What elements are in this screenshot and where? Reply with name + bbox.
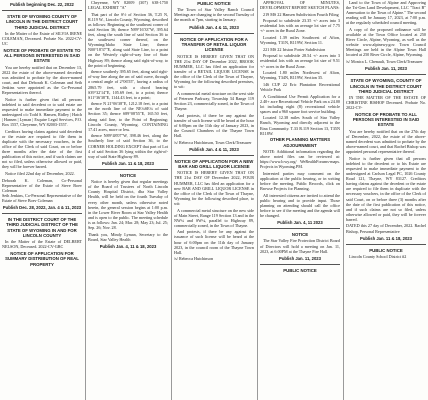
notice-paragraph: A copy of the proposed ordinance will be available at the Town Office located at 250 River Circle, Alpine, Wyoming, as well as the website www.alpinewy.gov. Town Council Meetings are held in the Alpine Town Hall located at 250 River Circle, Alpine, Wyoming. (346, 26, 426, 58)
notice-paragraph: Notice is further given that all persons indebted to said decedent or to said estate are requested to make immediate payment to the undersigned c/o Todd S. Hansen, Ridley | Hatch | Hansen | Lyman | Esquire Legal Services, P.O. Box 1557, Cheyenne, WY 82003-1557. (2, 96, 82, 128)
column-3 (174, 0, 254, 400)
notice-heading: NOTICE OF APPLICATION FOR SUMMARY DISTRIBUTION OF REAL PROPERTY (5, 251, 79, 267)
signature-line: Thank you, Mindy Lyman, Secretary to the Board, Star Valley Health (88, 231, 168, 242)
notice-paragraph: 221 MS 22 Iriston Porter Subdivision (263, 46, 326, 52)
notice-paragraph: Land to the Town of Alpine and Approving the Tri-Gen Land Development, LLC "Tract B" Annexation to the Town of Alpine." The second reading will be January 17, 2023, at 7:00 p.m. at the regularly scheduled council meeting. (346, 0, 426, 26)
publish-line: Publish Jan. 4, 11 2023 (277, 220, 323, 226)
notice-heading: NOTICE OF APPLICATION FOR A NEW BAR AND GRILL LIQUOR LICENSE (174, 158, 254, 170)
notice-paragraph: Creditors having claims against said decedent or the estate are required to file them in duplicate with the necessary vouchers, in the office of the Clerk of said Court, on or before three months after the date of the first publication of this notice, and if such claims are not so filed, unless otherwise allowed or paid, they will be forever barred. (2, 128, 82, 170)
notice-paragraph: NOTICE IS HEREBY GIVEN THAT ON THE 21st DAY OF December 2022, BROOK HUMMER, LLC has filed an application for transfer of a RETAIL LIQUOR LICENSE in the office of the Clerk of the Town of Thayne, Wyoming for the following described premises, to wit: (174, 53, 254, 90)
notice-paragraph: Located 1.39 miles Southwest of Afton, Wyoming. T31N, R119W, Section 11. (260, 35, 340, 46)
publish-line: Publish Jan. 11 & 18, 2023 (360, 235, 412, 241)
notice-separator (346, 74, 426, 75)
notice-heading: OTHER PLANNING MATTERS ADJOURNMENT (269, 137, 331, 148)
notice-heading: STATE OF WYOMING, COUNTY OF LINCOLN IN THE DISTRICT COURT THIRD JUDICIAL DISTRICT (350, 78, 422, 94)
notice-heading: NOTICE (291, 232, 309, 238)
notice-paragraph: Cheyenne, WY 82009 (307) 638-1750 LEGAL EXHIBIT "A" (88, 0, 168, 11)
publish-line: Publish Dec. 28, 2022, Jan. 4 & 11, 2023 (2, 205, 82, 211)
notice-paragraph: A commercial metal structure on the west side of Petersen Parkway, Township 34 Range 119 Section 23, commercially zoned, in the Town of Thayne. (174, 90, 254, 111)
notice-heading: NOTICE OF PROBATE TO ALL PERSONS INTERESTED IN SAID ESTATE (352, 111, 420, 128)
signature-line: /s/ Rebecca Hutchinson, Town Clerk/Treasurer (174, 139, 252, 145)
notice-paragraph: That part of the S½ of Section 36, T.25 N, R.119 W., Lincoln County, Wyoming, described as follows: Beginning at the southeast corner of said Section 36; thence N89°16'33"W, 395.64 feet, along the south line of said Section 36 to the southwest corner thereof, on the Wyoming/Idaho State Line; thence N00°18'37"E, along said State Line, to a point on the Westerly right-of-way line of State Highway 89; thence along said right-of-way, to the point of beginning. (88, 11, 168, 68)
column-divider (257, 0, 258, 400)
notice-paragraph: Proposal to subdivide 28.54 +/- acres into 3 residential lots with an average lot size of 9.51 +/- acres in the Rural Zone. (260, 53, 340, 69)
notice-heading: PUBLIC NOTICE (197, 1, 231, 6)
notice-separator (2, 213, 82, 214)
notice-paragraph: Lincoln County School District #2 (349, 254, 407, 260)
publish-line: Publish Jan. 11, 2023 (365, 66, 407, 72)
notice-paragraph: IN THE MATTER OF THE ESTATE OF CHRISTINE BISHOP Deceased. Probate No. 2022-CV- (346, 95, 426, 111)
notice-heading: NOTICE OF APPLICATION FOR A TRANSFER OF RETAIL LIQUOR LICENSE (180, 36, 248, 53)
notice-paragraph: Located 1.80 miles Northwest of Alton, Wyoming. T34N, R119W, Section 35. (260, 70, 340, 81)
notice-paragraph: Proposal to subdivide 23.35 +/- acres into 3 residential lots with an average lot size of 7.75 +/- acres in the Rural Zone. (260, 18, 340, 34)
notice-paragraph: The Star Valley Fire Protection District Board of Directors will hold a meeting on Jan. 11, 2023, at 6:00PM at the Thayne Fire Hall. (260, 238, 340, 254)
notice-paragraph: APPROVAL OF MINUTES, DEVELOPMENT REPORT SKETCH PLANS: (260, 0, 340, 11)
notice-heading: IN THE DISTRICT COURT OF THE THIRD JUDICIAL DISTRICT OF THE STATE OF WYOMING IN AND FOR LINCOLN COUNTY (5, 217, 78, 239)
notice-paragraph: NOTE: Additional information regarding the above noted files can be reviewed at: https://www.lcwy.org/ WeRealthForums-maps. Projects in Wyoming.PM. (260, 148, 340, 170)
publish-line: Publish Jan. 4 & 11, 2023 (189, 146, 239, 152)
signature-line: Seth Jenkins, Co-Personal Representative of the Estate of Steve Boev Coleman (2, 192, 82, 203)
notice-heading: PUBLIC NOTICE (283, 267, 317, 273)
column-4 (260, 0, 340, 400)
column-1 (2, 0, 82, 400)
notice-paragraph: A commercial metal structure on the new side of Main Street, Range 119 Section 13 and in the NW¼ and SW¼, parallel to Highway 89, commercially zoned, in the Town of Thayne. (174, 207, 254, 228)
notice-paragraph: And protests, if there be any against the transfer of such license will be heard at the hour of 6:00pm on the 11th day of January 2023, in the Council Chambers of the Thayne Town Hall. (174, 112, 254, 138)
signature-line: /s/ Monica L. Chenault, Town Clerk/Treasurer (346, 59, 423, 65)
notice-heading: PUBLIC NOTICE (369, 247, 403, 253)
publish-line: Publish Jan. 11 & 18, 2023 (102, 160, 154, 166)
notice-paragraph: And protests, if there be any against the issuance of such license will be heard at the hour of 6:00pm on the 11th day of January 2023, in the council room of the Thayne Town Hall. (174, 229, 254, 255)
notice-paragraph: The Town of Star Valley Ranch Council Meetings are changing to the second Tuesday of the month at 7pm, starting in January. (174, 7, 254, 23)
column-divider (171, 0, 172, 400)
notice-paragraph: 146 CUP 22 Eric Plantation Recreational Vehicle Park (260, 81, 340, 92)
notice-paragraph: thence N 21°06'38"E, 1212.18 feet, to a point on the north line of the NE¼SE¼ of said Section 35; thence S89°08'55"E, 165.50 feet, along said line, to the Point of Beginning; Lincoln County, Wyoming. CONTAINING 17.41 acres, more or less. (88, 101, 168, 132)
notice-paragraph: You are hereby notified that on the 27th day of December, 2022, the estate of the above-named decedent was admitted to probate by the above-named court, and that Rachel Bishop was appointed personal representative thereof. (346, 128, 426, 155)
column-2 (88, 0, 168, 400)
notice-paragraph: Notice is further given that all persons indebted to the decedent or to his Estate are requested to make immediate payment to the undersigned at Carlson Legal PC, 1026 County Road 121, Thayne, WY 83127. Creditors having claims against the decedent or the estate are required to file them in duplicate with the necessary vouchers, in the office of the Clerk of said Court, on or before three (3) months after the date of the first publication of this notice, and if such claims are not so filed, unless otherwise allowed or paid, they will be forever barred. (346, 155, 426, 222)
notice-heading: NOTICE OF PROBATE OF ESTATE TO ALL PERSONS INTERESTED IN SAID ESTATE (3, 47, 81, 64)
signature-line: Deborah K. Coleman, Co-Personal Representative of the Estate of Steve Boev Coleman (2, 177, 82, 193)
notice-separator (346, 244, 426, 245)
notice-paragraph: In the Matter of the Estate of DELBERT NELSON, Deceased. 2022-CV-GRC (2, 239, 82, 250)
publish-line: Publish Jan. 11, 2023 (279, 255, 321, 261)
publish-line: Publish Jan. 4 & 11, 2023 (189, 24, 239, 30)
notice-separator (260, 264, 340, 265)
notice-separator (88, 169, 168, 170)
notice-paragraph: NOTICE IS HEREBY GIVEN THAT ON THE 21st DAY OF December 2022, FOUR HUMMER, LLC has filed an application for a new BAR AND GRILL LIQUOR LICENSE in the office of the Clerk of the Town of Thayne, Wyoming for the following described place, to wit: (174, 170, 254, 206)
notice-paragraph: 219 MS 22 Hansen Subdivision Fourth Filing (263, 11, 339, 17)
column-divider (343, 0, 344, 400)
notice-paragraph: Notice is hereby given that regular meetings of the Board of Trustees of North Lincoln County Hospital District, dba Star Valley Health, will be held on the fourth Tuesday of every other month, unless otherwise noted herein, the general session begins at 1:00 p.m. in the Lower River Room at Star Valley Health and is open to the public. The meeting schedule is as follows: Jan. 24; Mar. 28; May 23; Jul. 25; Sep. 26; Nov. 28. (88, 179, 168, 231)
notice-heading: STATE OF WYOMING COUNTY OF LINCOLN IN THE DISTRICT COURT THIRD JUDICIAL DISTRICT (6, 14, 78, 30)
notice-separator (260, 228, 340, 229)
publish-line: Publish beginning Dec. 22, 2022 (10, 2, 74, 7)
notice-paragraph: thence southerly 395.65 feet, along said right-of-way line along the arc of said curve, through a central angle of 2°06'55", having a radius of 2865.79 feet, with a chord bearing S39°32'14"E, 105.69 feet, to a point; thence S11°36'38"E, 1144.43 feet, to a point; (88, 69, 168, 100)
signature-line: /s/ Rebecca Hutchinson (174, 256, 214, 262)
publish-line: Publish Jan. 4, 11 & 18, 2023 (99, 243, 157, 249)
signature-line: DATED this 27 day of December, 2022. Rachel Bishop, Personal Representative (346, 223, 426, 234)
notice-paragraph: Located 12.38 miles South of Star Valley Ranch, Wyoming and directly adjacent to the Etna Community. T.33 R.119 Section 13, T35N R118W. (260, 115, 340, 136)
notice-heading: NOTICE (119, 172, 137, 178)
notice-paragraph: thence N89°48'07"W, 398.46 feet, along the Southerly line of said Section 36, to the CORNER HOLDING EXCEPT that part of Lot 4 of said Section 36 lying within the right-of-way of said State Highway 89. (88, 133, 168, 159)
notice-paragraph: In the Matter of the Estate of SILVIA IRENE COLEMAN, Deceased. Probate No. 2022-CV-UC (2, 30, 82, 47)
column-5 (346, 0, 426, 400)
column-divider (85, 0, 86, 400)
notice-separator (174, 33, 254, 34)
notice-separator (2, 10, 82, 11)
notice-paragraph: All interested citizens are invited to attend the public hearing and to provide input. Those planning on attending should call the office before to see if the meeting and the agenda will be changed. (260, 192, 340, 218)
notice-paragraph: Notice filed 22nd day of December, 2022. (5, 171, 75, 177)
notice-paragraph: You are hereby notified that on December 13, 2022 the estate of the above-named decedent was admitted to probate by the above-named court, and that Deborah K. Coleman and Seth Jenkins were appointed as the Co-Personal Representatives thereof. (2, 64, 82, 96)
notice-paragraph: A Conditional Use Permit Application for a 2.40+ acre Recreational Vehicle Park on a 24.00 lot including eight (8) recreational vehicle spaces and a 960 square foot service building. (260, 93, 340, 114)
notice-separator (174, 155, 254, 156)
notice-paragraph: Interested parties may comment on the application at the public hearing, or in writing before the meeting. Public Records, click on Browse Projects for Planning. (260, 170, 340, 191)
